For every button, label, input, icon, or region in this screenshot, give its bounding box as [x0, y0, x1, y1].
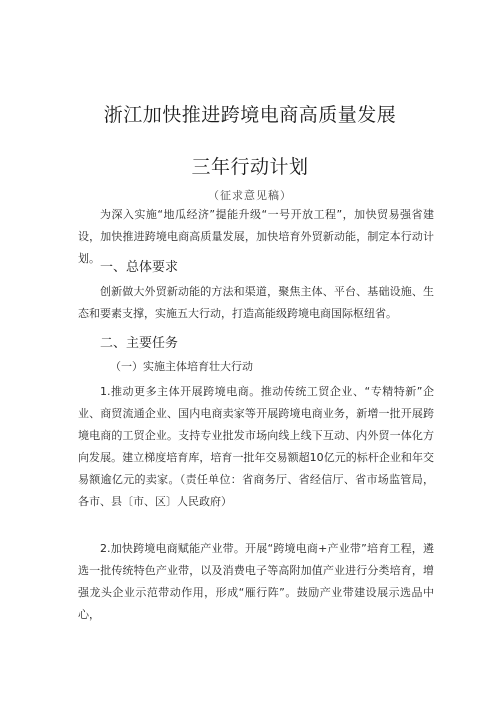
document-title-line1: 浙江加快推进跨境电商高质量发展 — [103, 104, 397, 126]
section1-heading: 一、总体要求 — [100, 260, 179, 275]
draft-subtitle: （征求意见稿） — [208, 189, 292, 202]
document-title-line2: 三年行动计划 — [191, 156, 309, 178]
subsection1-heading: （一）实施主体培育壮大行动 — [110, 360, 253, 373]
section2-heading: 二、主要任务 — [100, 336, 179, 351]
task-item-2: 2.加快跨境电商赋能产业带。开展“跨境电商+产业带”培育工程，遴选一批传统特色产业带，以及消费电子等高附加值产业进行分类培育，增强龙头企业示范带动作用，形成“雁行阵”。鼓励产业带建设展示选品中心， — [78, 542, 434, 621]
task-item-1: 1.推动更多主体开展跨境电商。推动传统工贸企业、“专精特新”企业、商贸流通企业、国内电商卖家等开展跨境电商业务，新增一批开展跨境电商的工贸企业。支持专业批发市场向线上线下互动、内外贸一体化方向发展。建立梯度培育库，培育一批年交易额超10亿元的标杆企业和年交易额逾亿元的卖家。（责任单位：省商务厅、省经信厅、省市场监管局，各市、县〔市、区〕人民政府） — [78, 385, 434, 508]
section1-paragraph: 创新做大外贸新动能的方法和渠道，聚焦主体、平台、基础设施、生态和要素支撑，实施五大行动，打造高能级跨境电商国际枢纽省。 — [78, 285, 434, 320]
intro-paragraph: 为深入实施“地瓜经济”提能升级“一号开放工程”，加快贸易强省建设，加快推进跨境电商高质量发展，加快培育外贸新动能，制定本行动计划。 — [78, 208, 434, 265]
